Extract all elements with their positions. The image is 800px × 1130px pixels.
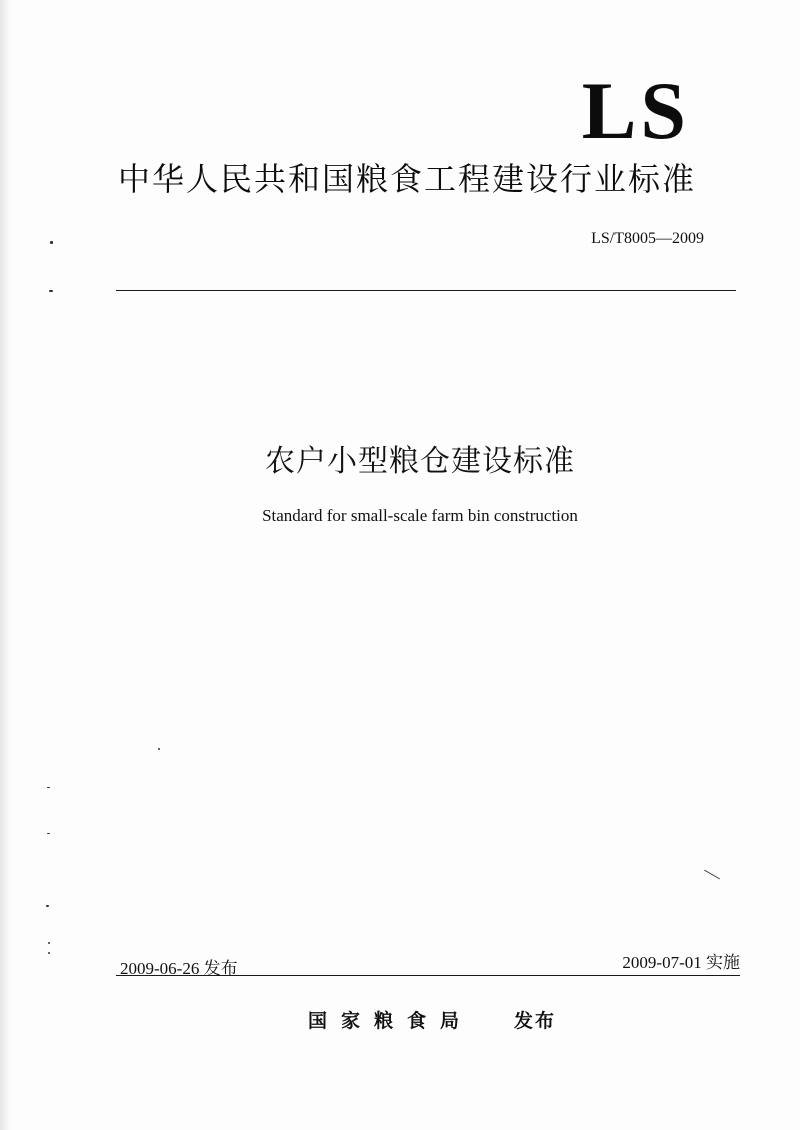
scan-speck bbox=[48, 942, 50, 944]
publish-label: 发布 bbox=[514, 1010, 557, 1032]
industry-standard-title: 中华人民共和国粮食工程建设行业标准 bbox=[118, 160, 697, 198]
header-divider bbox=[116, 290, 736, 291]
document-title-english: Standard for small-scale farm bin construction bbox=[262, 506, 578, 525]
scan-speck bbox=[158, 748, 160, 750]
scan-speck bbox=[47, 833, 50, 834]
scan-edge-shadow bbox=[0, 0, 12, 1130]
scan-scratch bbox=[704, 870, 720, 880]
publishing-authority: 国家粮食局 bbox=[308, 1010, 474, 1032]
scan-speck bbox=[50, 241, 53, 244]
standard-code-mark: LS bbox=[581, 65, 690, 156]
effective-date: 2009-07-01 实施 bbox=[622, 953, 740, 972]
footer-divider bbox=[116, 975, 740, 976]
scan-speck bbox=[48, 952, 50, 954]
scan-speck bbox=[47, 787, 50, 788]
document-title-chinese: 农户小型粮仓建设标准 bbox=[265, 444, 575, 479]
scan-speck bbox=[46, 905, 49, 907]
standard-number: LS/T8005—2009 bbox=[591, 230, 704, 247]
scan-speck bbox=[49, 290, 53, 292]
issue-date: 2009-06-26 发布 bbox=[120, 959, 238, 978]
